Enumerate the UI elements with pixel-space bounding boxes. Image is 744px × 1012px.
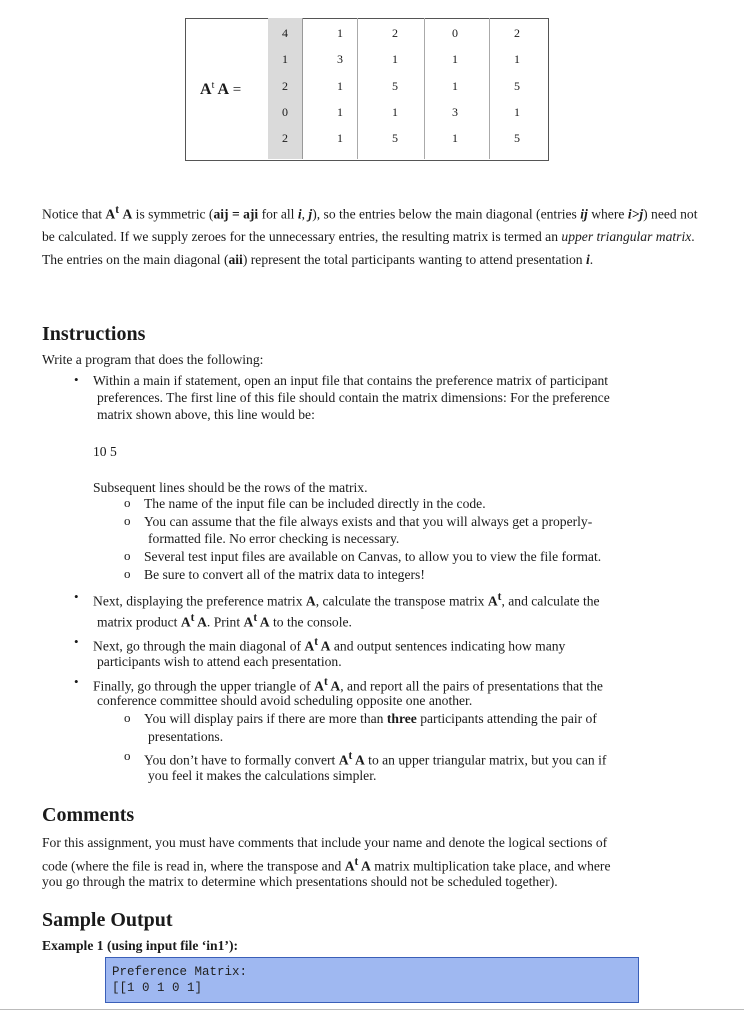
comments-heading: Comments [42,804,135,826]
matrix-cell: 2 [392,26,398,40]
matrix-cell: 0 [452,26,458,40]
matrix-dimensions: 10 5 [93,444,117,459]
matrix-cell: 1 [337,105,343,119]
matrix-cell: 1 [514,52,520,66]
matrix-cell: 1 [282,52,288,66]
bullet-3-line-2: participants wish to attend each presentation. [97,654,342,669]
matrix-cell: 1 [337,131,343,145]
matrix-cell: 4 [282,26,288,40]
matrix-cell: 1 [452,131,458,145]
matrix-cell: 1 [452,52,458,66]
bullet-icon: • [74,372,79,387]
circle-bullet-icon: o [124,566,131,581]
matrix-cell: 1 [514,105,520,119]
bullet-1-line-3: matrix shown above, this line would be: [97,407,315,422]
matrix-cell: 5 [392,131,398,145]
sub-bullet-2-line-1: You can assume that the file always exists and that you will always get a properly- [144,514,593,529]
matrix-cell: 1 [337,79,343,93]
bullet-4-line-1: Finally, go through the upper triangle of $A^t$ A, and report all the pairs of presentations that the [93,676,603,694]
sub-bullet-5-line-2: presentations. [148,729,224,744]
bullet-1-line-2: preferences. The first line of this file should contain the matrix dimensions: For the preference [97,390,610,405]
circle-bullet-icon: o [124,748,131,763]
sub-bullet-6-line-2: you feel it makes the calculations simpler. [148,768,377,783]
bullet-1-line-1: Within a main if statement, open an input file that contains the preference matrix of participant [93,373,609,388]
matrix-cell: 5 [514,131,520,145]
matrix-cell: 3 [337,52,343,66]
matrix-cell: 1 [452,79,458,93]
comments-line-1: For this assignment, you must have comments that include your name and denote the logical sections of [42,835,608,850]
sub-bullet-1: The name of the input file can be included directly in the code. [144,496,486,511]
matrix-cell: 1 [392,52,398,66]
sample-output-heading: Sample Output [42,909,173,931]
bullet-2-line-1: Next, displaying the preference matrix A, calculate the transpose matrix $A^t$, and calculate the [93,591,600,609]
instructions-intro: Write a program that does the following: [42,352,264,367]
circle-bullet-icon: o [124,710,131,725]
circle-bullet-icon: o [124,495,131,510]
matrix-cell: 3 [452,105,458,119]
code-line-1: Preference Matrix: [112,965,248,979]
matrix-cell: 5 [392,79,398,93]
circle-bullet-icon: o [124,513,131,528]
symmetry-paragraph: Notice that $A^t$ A is symmetric (aij = aji for all i, j), so the entries below the main diagonal (entries ij where i>j) need not be calculated. If we supply zeroes for the unnecessary entries, the resulting matrix is termed an upper triangular matrix. The entries on the main diagonal (aii) represent the total participants wanting to attend presentation i. [42,204,698,267]
comments-line-3: you go through the matrix to determine which presentations should not be scheduled together). [42,874,558,889]
bullet-icon: • [74,634,79,649]
example-1-label: Example 1 (using input file ‘in1’): [42,938,238,953]
page-bottom-rule [0,1009,744,1010]
sub-bullet-5-line-1: You will display pairs if there are more than three participants attending the pair of [144,711,597,726]
bullet-3-line-1: Next, go through the main diagonal of $A^t$ A and output sentences indicating how many [93,636,566,654]
instructions-heading: Instructions [42,323,146,345]
matrix-cell: 1 [337,26,343,40]
comments-line-2: code (where the file is read in, where the transpose and $A^t$ A matrix multiplication take place, and where [42,856,611,874]
matrix-cell: 0 [282,105,288,119]
matrix-cell: 1 [392,105,398,119]
matrix-cell: 5 [514,79,520,93]
code-output-box [105,957,639,1003]
sub-bullet-4: Be sure to convert all of the matrix data to integers! [144,567,425,582]
bullet-icon: • [74,674,79,689]
sub-bullet-6-line-1: You don’t have to formally convert $A^t$ A to an upper triangular matrix, but you can if [144,750,607,768]
circle-bullet-icon: o [124,548,131,563]
matrix-cell: 2 [282,131,288,145]
subsequent-lines: Subsequent lines should be the rows of the matrix. [93,480,368,495]
bullet-2-line-2: matrix product $A^t$ A. Print $A^t$ A to the console. [97,612,352,630]
bullet-4-line-2: conference committee should avoid scheduling opposite one another. [97,693,473,708]
matrix-cell: 2 [514,26,520,40]
sub-bullet-2-line-2: formatted file. No error checking is necessary. [148,531,400,546]
matrix-cell: 2 [282,79,288,93]
matrix-label: $A^t$ A = [200,80,242,98]
sub-bullet-3: Several test input files are available on Canvas, to allow you to view the file format. [144,549,602,564]
bullet-icon: • [74,589,79,604]
code-line-2: [[1 0 1 0 1] [112,981,203,995]
